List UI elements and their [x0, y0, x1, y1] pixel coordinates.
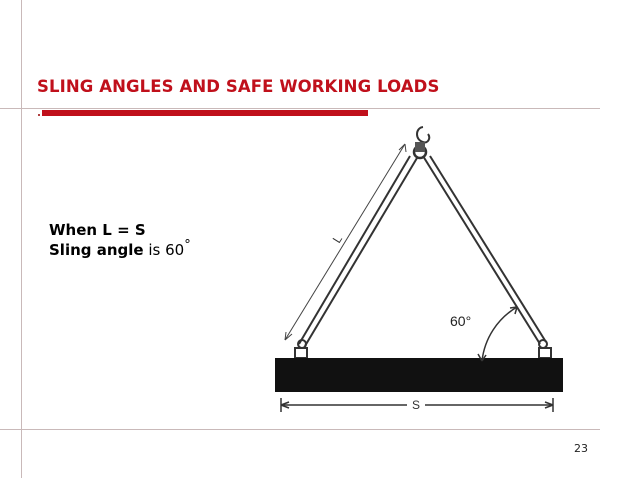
crane-hook-icon	[417, 127, 429, 142]
sling-angle-value: is 60	[143, 241, 185, 259]
span-label: S	[412, 398, 421, 412]
left-sling-inner	[305, 158, 417, 346]
sling-angle-text	[49, 220, 191, 262]
left-sling-outer	[299, 156, 410, 344]
footer-rule	[0, 429, 600, 430]
title-accent-bar	[42, 110, 368, 116]
right-sling-outer	[423, 156, 540, 344]
condition-text: When L = S	[49, 221, 146, 239]
length-label: L	[329, 232, 346, 246]
slide-title: SLING ANGLES AND SAFE WORKING LOADS	[37, 77, 440, 96]
slide-left-rule	[21, 0, 22, 478]
sling-diagram	[255, 122, 575, 418]
sling-angle-label: Sling angle	[49, 241, 144, 259]
hook-shackle-icon	[415, 142, 425, 152]
angle-arc	[482, 307, 517, 361]
angle-label: 60°	[450, 313, 472, 329]
right-end-fitting-icon	[539, 340, 547, 348]
degree-symbol: °	[184, 238, 191, 253]
right-sling-inner	[430, 156, 546, 342]
left-lifting-eye-icon	[295, 348, 307, 358]
right-lifting-eye-icon	[539, 348, 551, 358]
title-underline-rule	[0, 108, 600, 109]
length-dimension-line	[285, 144, 405, 340]
length-arrow-bottom-icon	[285, 332, 292, 340]
page-number: 23	[574, 442, 588, 455]
sling-diagram-svg	[255, 122, 575, 418]
load-beam	[275, 358, 563, 392]
bullet-dot	[38, 114, 40, 116]
